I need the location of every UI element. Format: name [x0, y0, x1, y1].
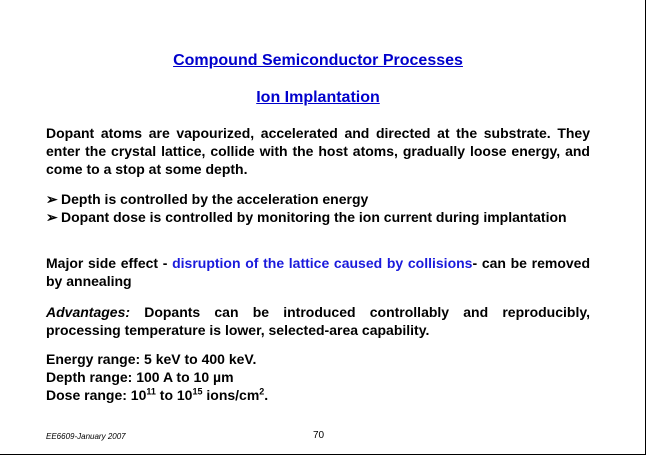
ranges-block — [46, 350, 590, 404]
arrow-bullet-icon: ➢ — [46, 191, 58, 207]
arrow-bullet-icon: ➢ — [46, 209, 58, 225]
energy-range: Energy range: 5 keV to 400 keV. — [46, 351, 257, 367]
bullet-item — [46, 190, 590, 208]
dose-exponent-low: 11 — [146, 386, 156, 397]
bullet-list — [46, 190, 590, 226]
side-effect-suffix: - can be removed by annealing — [46, 255, 591, 289]
page-subtitle: Ion Implantation — [256, 89, 380, 106]
page-title: Compound Semiconductor Processes — [173, 52, 463, 69]
bullet-item — [46, 208, 590, 226]
dose-end: . — [264, 387, 269, 403]
dose-range — [46, 386, 590, 404]
advantages-label: Advantages: — [46, 304, 131, 320]
advantages-text: Dopants can be introduced controllably and reproducibly, processing temperature is lower, selected-area capability. — [46, 304, 590, 338]
bullet-text: Depth is controlled by the acceleration energy — [61, 191, 369, 207]
dose-mid: to 10 — [155, 387, 193, 403]
dose-unit-exponent: 2 — [259, 386, 265, 397]
side-effect-highlight: disruption of the lattice caused by collisions — [172, 255, 473, 271]
side-effect-paragraph — [46, 254, 590, 290]
dose-exponent-high: 15 — [192, 386, 203, 397]
side-effect-prefix: Major side effect - — [46, 255, 173, 271]
intro-paragraph: Dopant atoms are vapourized, accelerated and directed at the substrate. They enter the crystal lattice, collide with the host atoms, gradually loose energy, and come to a stop at some depth. — [46, 125, 590, 177]
depth-range: Depth range: 100 A to 10 µm — [46, 369, 234, 385]
bullet-text: Dopant dose is controlled by monitoring the ion current during implantation — [61, 209, 567, 225]
advantages-paragraph — [46, 303, 590, 339]
footer-course: EE6609-January 2007 — [46, 432, 126, 441]
page-number: 70 — [313, 430, 325, 441]
dose-unit: ions/cm — [202, 387, 260, 403]
dose-prefix: Dose range: 10 — [46, 387, 147, 403]
